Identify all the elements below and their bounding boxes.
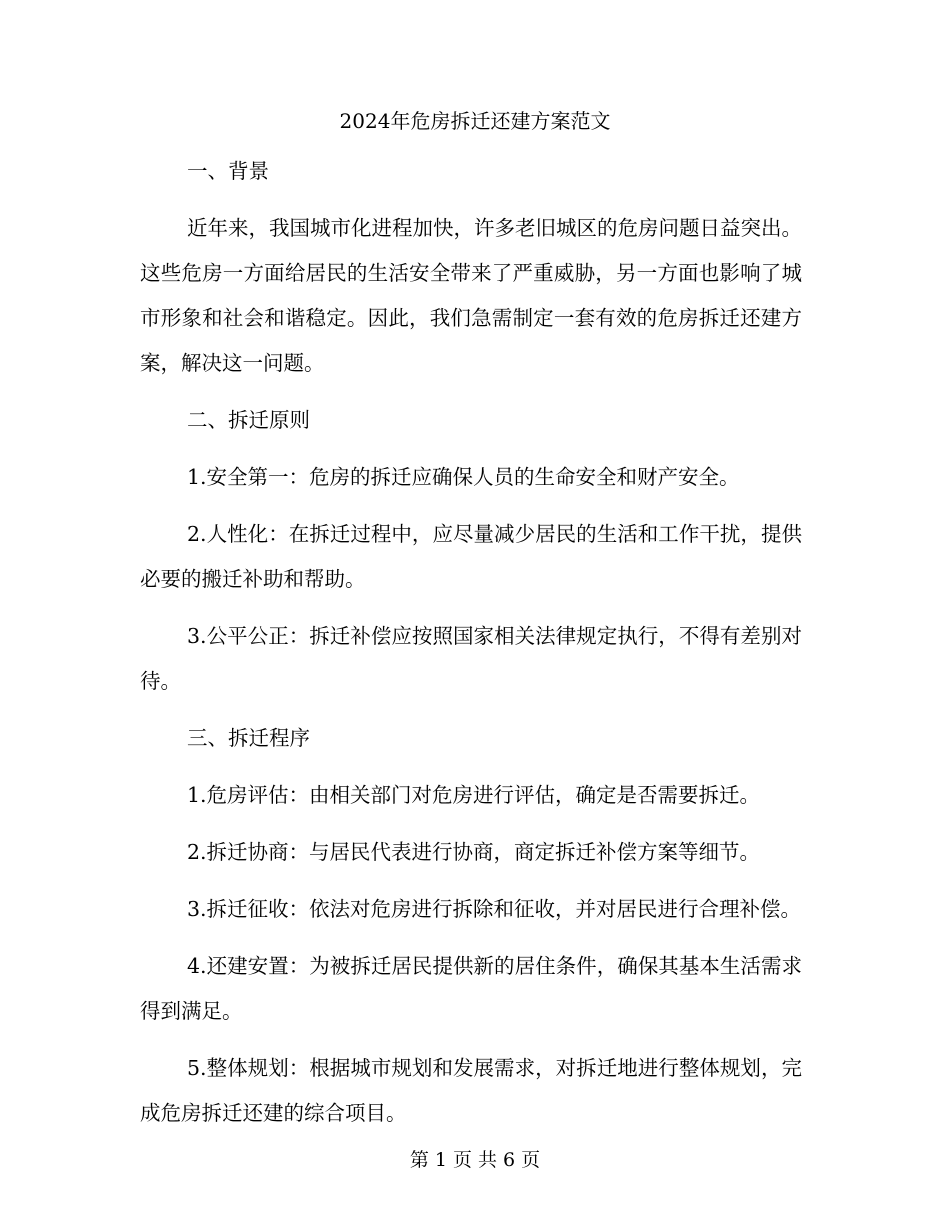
document-title: 2024年危房拆迁还建方案范文 [339, 109, 611, 133]
background-paragraph: 近年来，我国城市化进程加快，许多老旧城区的危房问题日益突出。这些危房一方面给居民的生活安全带来了严重威胁，另一方面也影响了城市形象和社会和谐稳定。因此，我们急需制定一套有效的危房拆迁还建方案，解决这一问题。 [140, 216, 802, 375]
section-heading-background: 一、背景 [187, 159, 269, 183]
principle-item-2: 2.人性化：在拆迁过程中，应尽量减少居民的生活和工作干扰，提供必要的搬迁补助和帮助。 [140, 522, 802, 591]
document-body [140, 149, 802, 1148]
procedure-item-4: 4.还建安置：为被拆迁居民提供新的居住条件，确保其基本生活需求得到满足。 [140, 954, 802, 1023]
section-heading-principles: 二、拆迁原则 [187, 408, 310, 432]
page-footer: 第 1 页 共 6 页 [409, 1149, 541, 1171]
principle-item-1: 1.安全第一：危房的拆迁应确保人员的生命安全和财产安全。 [187, 465, 740, 489]
principle-item-3: 3.公平公正：拆迁补偿应按照国家相关法律规定执行，不得有差别对待。 [140, 624, 802, 693]
procedure-item-5: 5.整体规划：根据城市规划和发展需求，对拆迁地进行整体规划，完成危房拆迁还建的综合项目。 [140, 1056, 802, 1125]
section-heading-procedure: 三、拆迁程序 [187, 726, 310, 750]
procedure-item-1: 1.危房评估：由相关部门对危房进行评估，确定是否需要拆迁。 [187, 783, 761, 807]
procedure-item-2: 2.拆迁协商：与居民代表进行协商，商定拆迁补偿方案等细节。 [187, 840, 761, 864]
procedure-item-3: 3.拆迁征收：依法对危房进行拆除和征收，并对居民进行合理补偿。 [187, 897, 802, 921]
